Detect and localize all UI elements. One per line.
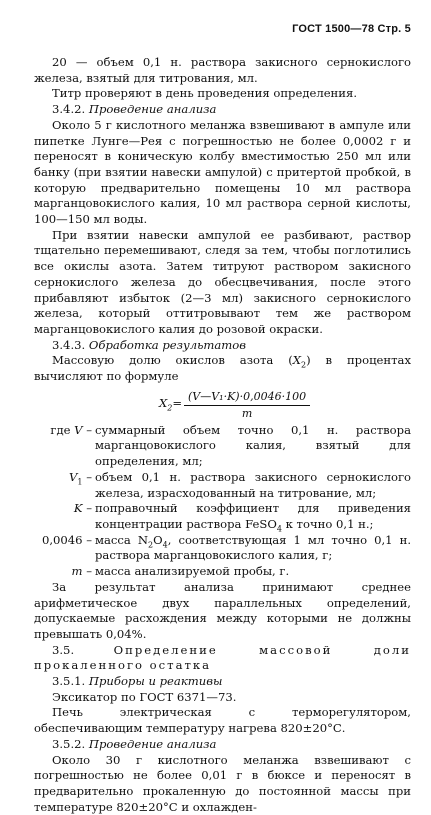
section-heading: 3.5. Определение массовой доли прокаленного остатка [34, 642, 411, 673]
paragraph-ampoule: При взятии навески ампулой ее разбивают, раствор тщательно перемешивают, следя за тем, чтобы поглотились все окислы азота. Затем титруют раствором закисного сернокислого железа до обесцвечивания, после этого прибавляют избыток (2—3 мл) закисного сернокислого железа, который оттитровывают тем же раствором марганцовокислого калия до розовой окраски. [34, 227, 411, 336]
section-heading: 3.4.2. Проведение анализа [52, 102, 217, 117]
paragraph-titre: Титр проверяют в день проведения определения. [52, 86, 358, 101]
page-header: ГОСТ 1500—78 Стр. 5 [292, 23, 411, 35]
paragraph-weighing: Около 30 г кислотного меланжа взвешивают с погрешностью не более 0,01 г в бюксе и переносят в предварительно прокаленную до постоянной массы при температуре 820±20°С и охлажден- [34, 752, 411, 814]
page-content [34, 55, 411, 815]
definition-item: m – масса анализируемой пробы, г. [71, 564, 290, 579]
definition-item: 0,0046 – масса $N_2O_4$, соответствующая 1 мл точно 0,1 н. раствора марганцовокислого калия, г; [41, 532, 411, 563]
paragraph-furnace: Печь электрическая с терморегулятором, обеспечивающим температуру нагрева 820±20°С. [34, 705, 411, 736]
section-heading: 3.4.3. Обработка результатов [52, 337, 247, 352]
paragraph-volume-definition: 20 — объем 0,1 н. раствора закисного сернокислого железа, взятый для титрования, мл. [34, 55, 411, 85]
formula-fraction: $\frac{\text{(V—V₁·K)·0,0046·100}}{m}$ [184, 389, 310, 422]
section-heading: 3.5.2. Проведение анализа [52, 736, 217, 751]
definition-item: K – поправочный коэффициент для приведения концентрации раствора FeSO$_4$ к точно 0,1 н.; [73, 501, 411, 534]
paragraph-result: За результат анализа принимают среднее арифметическое двух параллельных определений, допускаемые расхождения между которыми не должны превышать 0,04%. [34, 579, 411, 641]
definition-item: $V_1$ – объем 0,1 н. раствора закисного сернокислого железа, израсходованный на титрование, мл; [69, 469, 411, 500]
paragraph-desiccator: Эксикатор по ГОСТ 6371—73. [52, 689, 237, 704]
paragraph-mass-fraction: Массовую долю окислов азота $(X_2)$ в процентах вычисляют по формуле [34, 353, 411, 384]
section-heading: 3.5.1. Приборы и реактивы [52, 674, 223, 689]
formula-lhs: $X_2=$ [159, 395, 183, 413]
formula [34, 389, 411, 421]
definition-item: где V – суммарный объем точно 0,1 н. раствора марганцовокислого калия, взятый для определения, мл; [50, 422, 411, 469]
paragraph-procedure: Около 5 г кислотного меланжа взвешивают в ампуле или пипетке Лунге—Рея с погрешностью не более 0,0002 г и переносят в коническую колбу вместимостью 250 мл или банку (при взятии навески ампулой) с притертой пробкой, в которую предварительно помещены 10 мл раствора марганцовокислого калия, 10 мл раствора серной кислоты, 100—150 мл воды. [34, 117, 411, 227]
